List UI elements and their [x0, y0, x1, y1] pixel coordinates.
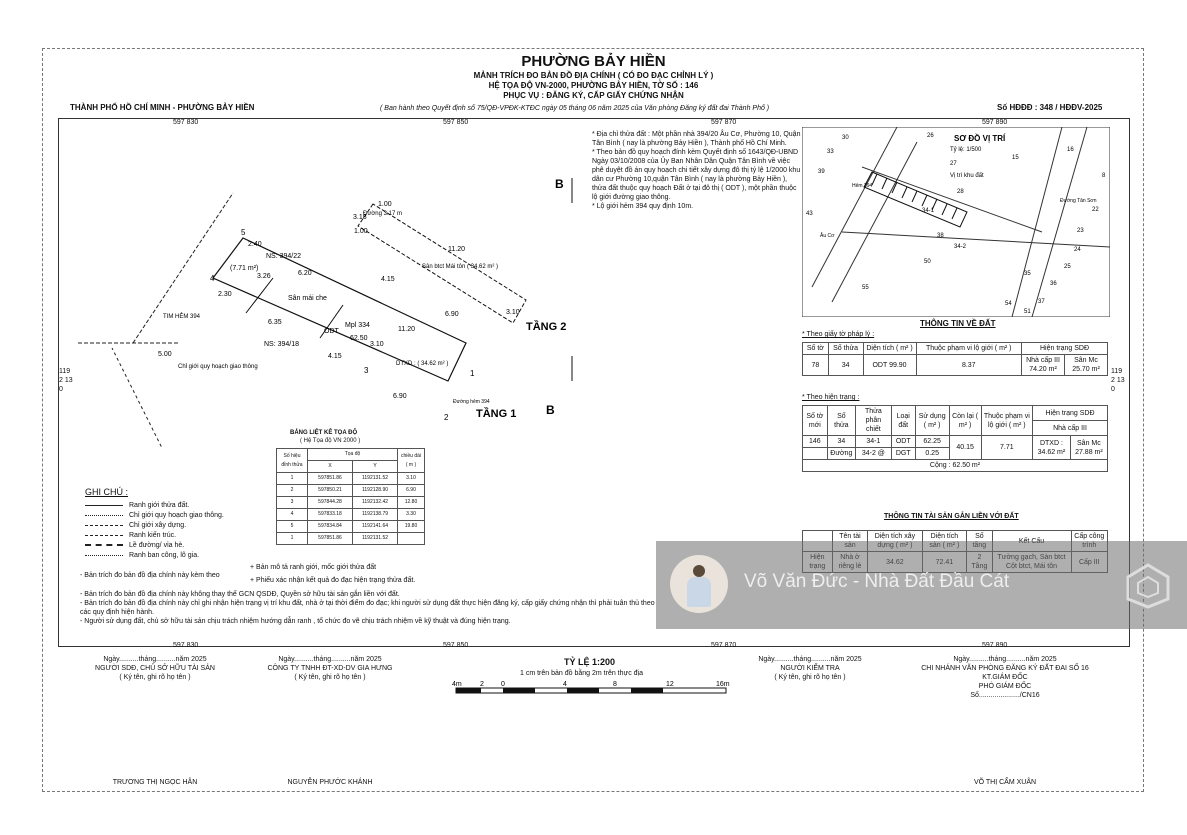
map-title: MẢNH TRÍCH ĐO BẢN ĐỒ ĐỊA CHÍNH ( CÓ ĐO ĐẠC CHỈNH LÝ ): [473, 71, 714, 80]
parcel-label: 36: [1050, 281, 1057, 287]
signature-owner: Ngày..........tháng..........năm 2025 NGƯỜI SDĐ, CHỦ SỞ HỮU TÀI SẢN ( Ký tên, ghi rõ họ tên ): [95, 656, 215, 681]
dim-6-35: 6.35: [268, 319, 282, 326]
scale-tick: 0: [501, 681, 505, 688]
note-1: - Bản trích đo bản đồ địa chính này không thay thế GCN QSDĐ, Quyền sở hữu tài sản gắn liền với đất.: [80, 591, 400, 598]
coord-header-length: chiều dài ( m ): [398, 449, 425, 473]
grid-top-1: 597 830: [173, 119, 199, 126]
table-row: 1 597851.86 1192131.52 3.10: [277, 473, 425, 485]
assets-table: Tên tài Diện tích xây Diện tích Số Cấp công: [802, 530, 1108, 573]
table-row: 2 597850.21 1192128.90 6.90: [277, 485, 425, 497]
grid-bottom-1: 597 830: [173, 642, 199, 649]
legend-notes: [80, 590, 660, 626]
signature-company: Ngày..........tháng..........năm 2025 CÔNG TY TNHH ĐT-XD-DV GIA HƯNG ( Ký tên, ghi rõ họ tên ): [267, 656, 393, 681]
watermark-banner: [656, 541, 1187, 629]
total-area: Cộng : 62.50 m²: [803, 460, 1108, 472]
location-map: [802, 127, 1110, 317]
table-row: 4 597833.18 1192138.79 3.30: [277, 509, 425, 521]
dim-6-20: 6.20: [298, 270, 312, 277]
dim-2-30: 2.30: [218, 291, 232, 298]
info-planning: * Theo bản đồ quy hoạch đính kèm Quyết định số 1643/QĐ-UBND Ngày 03/10/2008 của Ủy Ban Nhân Dân Quận Tân Bình về việc phê duyệt đồ án quy hoạch chi tiết xây dựng đô thị tỷ lệ 1/2000 khu dân cư Phường 10,quận Tân Bình ( nay là phường Bảy Hiền ), thửa đất thuộc quy hoạch Đất ở tại đô thị ( ODT ), một phần thuộc lộ giới đường giao thông.: [592, 149, 801, 201]
parcel-label: 25: [1064, 264, 1071, 270]
grid-bottom-4: 597 890: [982, 642, 1008, 649]
table-row: 5 597834.84 1192141.64 19.80: [277, 521, 425, 533]
contract-number: Số HĐĐĐ : 348 / HĐĐV-2025: [997, 103, 1103, 112]
coord-header-y: Y: [353, 461, 398, 473]
coord-header-coord: Tọa độ: [308, 449, 398, 461]
parcel-label: 38: [937, 233, 944, 239]
legend-item: Chỉ giới xây dựng.: [129, 522, 187, 529]
land-info-title: THÔNG TIN VỀ ĐẤT: [920, 319, 996, 328]
attach-item-1: + Bản mô tả ranh giới, mốc giới thửa đất: [250, 564, 377, 571]
table-row: 78 34 ODT 99.90 8.37 Nhà cấp III 74.20 m² Sân Mc 25.70 m²: [803, 355, 1108, 376]
dim-11-20-upper: 11.20: [448, 246, 465, 253]
land-type-odt: ODT: [324, 328, 339, 335]
parcel-label: 15: [1012, 155, 1019, 161]
parcel-label: 43: [806, 211, 813, 217]
porch-area: (7.71 m²): [230, 265, 259, 272]
parcel-label: 23: [1077, 228, 1084, 234]
coord-header-x: X: [308, 461, 353, 473]
plan-boundary-line: [133, 193, 233, 343]
dim-3-10: 3.10: [370, 341, 384, 348]
dim-3-26: 3.26: [257, 273, 271, 280]
point-3: 3: [364, 366, 369, 375]
signature-owner-name: TRƯƠNG THỊ NGỌC HÂN: [112, 779, 198, 786]
grid-top-3: 597 870: [711, 119, 737, 126]
upper-floor-label: Sân btct Mái tôn ( 34.62 m² ): [422, 264, 499, 270]
coord-table-subtitle: ( Hệ Tọa độ VN 2000 ): [300, 438, 361, 444]
north-arrow-top: B: [555, 177, 564, 191]
parcel-label: 8: [1102, 173, 1106, 179]
parcel-label: 16: [1067, 147, 1074, 153]
alley-centerline-label: TIM HẺM 394: [163, 314, 201, 320]
legal-table: Số tờ Số thửa Diện tích ( m² ) Thuộc phạm vi lộ giới ( m² ) Hiện trạng SDĐ 78 34 ODT 99.90 8.37 Nhà cấp III 74.20 m² Sân Mc 25.70 m²: [802, 342, 1108, 376]
upper-road-width: Đường 3.17 m: [363, 211, 402, 217]
attach-label: - Bản trích đo bản đồ địa chính này kèm theo: [80, 572, 220, 579]
city-ward: THÀNH PHỐ HỒ CHÍ MINH - PHƯỜNG BẢY HIỀN: [70, 103, 255, 112]
road-name: Hẻm 394: [852, 183, 873, 189]
attach-item-2: + Phiếu xác nhận kết quả đo đạc hiện trạng thửa đất.: [250, 577, 416, 584]
legal-title: * Theo giấy tờ pháp lý :: [802, 331, 875, 338]
porch-label: Sân mái che: [288, 295, 327, 302]
point-5: 5: [241, 228, 246, 237]
parcel-label: 27: [950, 161, 957, 167]
current-table: Số tờ mới Số thửa Thửa phân chiết Loại đất Sử dụng ( m² ) Còn lại ( m² ) Thuộc phạm vi lộ giới ( m² ) Hiện trạng SDĐ Nhà cấp III 146 34 34-1 ODT 62.25 40.15 7.71 DTXD : 34.62 m² Sân Mc 27.88 m² Đường 34-2 @ DGT 0.25 Cộng : 62.50 m²: [802, 405, 1108, 472]
dim-6-90: 6.90: [393, 393, 407, 400]
coord-system: HỆ TỌA ĐỘ VN-2000, PHƯỜNG BẢY HIỀN, TỜ SỐ : 146: [488, 81, 699, 90]
neighbor-top: NS: 394/22: [266, 253, 302, 260]
current-title: * Theo hiện trạng :: [802, 394, 860, 401]
location-map-scale: Tỷ lệ: 1/500: [950, 147, 982, 153]
parcel-number: Mpl 334: [345, 322, 370, 329]
point-4: 4: [210, 274, 215, 283]
grid-bottom-2: 597 850: [443, 642, 469, 649]
signature-office: Ngày..........tháng..........năm 2025 CHI NHÁNH VĂN PHÒNG ĐĂNG KÝ ĐẤT ĐAI SỐ 16 KT.GIÁM ĐỐC PHÓ GIÁM ĐỐC Số...................../CN16: [921, 656, 1089, 699]
scale-tick: 4m: [452, 681, 462, 688]
parcel-label: 28: [957, 189, 964, 195]
legend-item: Lề đường/ vỉa hè.: [129, 542, 185, 549]
coord-table-title: BẢNG LIỆT KÊ TỌA ĐỘ: [290, 430, 358, 436]
table-row: 1 597851.86 1192131.52: [277, 533, 425, 545]
parcel-label: 51: [1024, 309, 1031, 315]
legend-item: Ranh ban công, lô gia.: [129, 552, 200, 559]
legend-item: Ranh giới thửa đất.: [129, 502, 190, 509]
watermark-text: Võ Văn Đức - Nhà Đất Đầu Cát: [744, 571, 1010, 592]
note-3: - Người sử dụng đất, chủ sở hữu tài sản chịu trách nhiệm hướng dẫn ranh , tổ chức đo vẽ chịu trách nhiệm về kỹ thuật và đúng hiện trạng.: [80, 618, 511, 625]
road-label: Đường hẻm 394: [453, 399, 490, 405]
grid-top-2: 597 850: [443, 119, 469, 126]
parcel-label: 37: [1038, 299, 1045, 305]
parcel-label: 35: [1024, 271, 1031, 277]
parcel-label: 30: [842, 135, 849, 141]
dim-6-90-upper: 6.90: [445, 311, 459, 318]
info-address: * Địa chỉ thửa đất : Một phần nhà 394/20 Âu Cơ, Phường 10, Quận Tân Bình ( nay là phường Bảy Hiền ), Thành phố Hồ Chí Minh.: [592, 131, 801, 147]
road-name: Âu Cơ: [820, 233, 835, 239]
assets-title: THÔNG TIN TÀI SẢN GẮN LIỀN VỚI ĐẤT: [884, 513, 1019, 520]
ward-title: PHƯỜNG BẢY HIỀN: [521, 53, 666, 70]
legend-title: GHI CHÚ :: [85, 487, 129, 497]
plot-drawing: [58, 118, 588, 448]
avatar: [670, 555, 728, 613]
purpose: PHỤC VỤ : ĐĂNG KÝ, CẤP GIẤY CHỨNG NHẬN: [503, 91, 684, 100]
parcel-label: 26: [927, 133, 934, 139]
signature-checker: Ngày..........tháng..........năm 2025 NGƯỜI KIỂM TRA ( Ký tên, ghi rõ họ tên ): [758, 656, 862, 681]
info-road-limit: * Lộ giới hẻm 394 quy định 10m.: [592, 203, 694, 210]
parcel-info: [592, 130, 802, 211]
decision-note: ( Ban hành theo Quyết định số 75/QĐ-VPĐK-KTĐC ngày 05 tháng 06 năm 2025 của Văn phòng Đăng ký đất đai Thành Phố ): [380, 105, 770, 112]
scale-tick: 16m: [716, 681, 730, 688]
dim-11-20: 11.20: [398, 326, 415, 333]
legend-item: Chỉ giới quy hoạch giao thông.: [129, 512, 224, 519]
scale-tick: 12: [666, 681, 674, 688]
site-label: Vị trí khu đất: [950, 173, 984, 179]
scale-tick: 2: [480, 681, 484, 688]
dim-2-40: 2.40: [248, 241, 262, 248]
plan-line-label: Chỉ giới quy hoạch giao thông: [178, 364, 258, 370]
parcel-label: 22: [1092, 207, 1099, 213]
scale-note: 1 cm trên bản đồ bằng 2m trên thực địa: [520, 670, 643, 677]
grid-top-4: 597 890: [982, 119, 1008, 126]
coord-table: [276, 448, 425, 545]
dim-4-15-upper: 4.15: [381, 276, 395, 283]
neighbor-bottom: NS: 394/18: [264, 341, 300, 348]
grid-right: 1192 130: [1111, 368, 1125, 393]
parcel-area: 62.50: [350, 335, 368, 342]
dim-1-00-a: 1.00: [378, 201, 392, 208]
signature-office-name: VÕ THỊ CẨM XUÂN: [973, 779, 1037, 786]
signature-company-name: NGUYỄN PHƯỚC KHÁNH: [287, 779, 373, 786]
floor-2-label: TẦNG 2: [526, 321, 567, 333]
alley-centerline: [112, 348, 172, 448]
parcel-label: 24: [1074, 247, 1081, 253]
legend-list: [85, 501, 224, 561]
table-row: Đường 34-2 @ DGT 0.25: [803, 448, 1108, 460]
floor-1-label: TẦNG 1: [476, 408, 517, 420]
parcel-label: 50: [924, 259, 931, 265]
point-1: 1: [470, 369, 475, 378]
scale-tick: 8: [613, 681, 617, 688]
dim-1-00-b: 1.00: [354, 228, 368, 235]
watermark-logo-icon: [1124, 561, 1172, 609]
parcel-label: 54: [1005, 301, 1012, 307]
parcel-label: 34-2: [954, 244, 967, 250]
table-row: 3 597844.28 1192132.42 12.80: [277, 497, 425, 509]
legend-item: Ranh kiến trúc.: [129, 532, 177, 539]
scale-tick: 4: [563, 681, 567, 688]
dim-3-10-upper: 3.10: [506, 309, 520, 316]
porch-divider: [246, 278, 273, 313]
location-map-title: SƠ ĐỒ VỊ TRÍ: [954, 134, 1006, 143]
coord-header-point: Số hiệu đỉnh thửa: [277, 449, 308, 473]
parcel-label: 33: [827, 149, 834, 155]
note-2: - Bản trích đo bản đồ địa chính này chỉ ghi nhận hiện trạng vị trí khu đất, nhà ở tại thời điểm đo đạc; khi người sử dụng đất thực hiện đăng ký, cấp giấy chứng nhận thì phải tuân thủ theo các quy định hiện hành.: [80, 600, 655, 616]
north-arrow-bottom: B: [546, 403, 555, 417]
table-row: 146 34 34-1 ODT 62.25 40.15 7.71 DTXD : 34.62 m² Sân Mc 27.88 m²: [803, 436, 1108, 448]
grid-left: 1192 130: [59, 368, 73, 393]
road-name: Đường Tân Sơn: [1060, 198, 1097, 204]
scale-bar: [448, 678, 738, 702]
scale-title: TỶ LỆ 1:200: [564, 657, 616, 667]
parcel-label: 34-1: [922, 208, 935, 214]
parcel-label: 39: [818, 169, 825, 175]
dim-5-00: 5.00: [158, 351, 172, 358]
point-2: 2: [444, 413, 449, 422]
grid-bottom-3: 597 870: [711, 642, 737, 649]
dtxd-label: DTXD : ( 34.62 m² ): [396, 361, 449, 367]
dim-3-18: 3.18: [353, 214, 367, 221]
dim-4-15: 4.15: [328, 353, 342, 360]
parcel-label: 55: [862, 285, 869, 291]
